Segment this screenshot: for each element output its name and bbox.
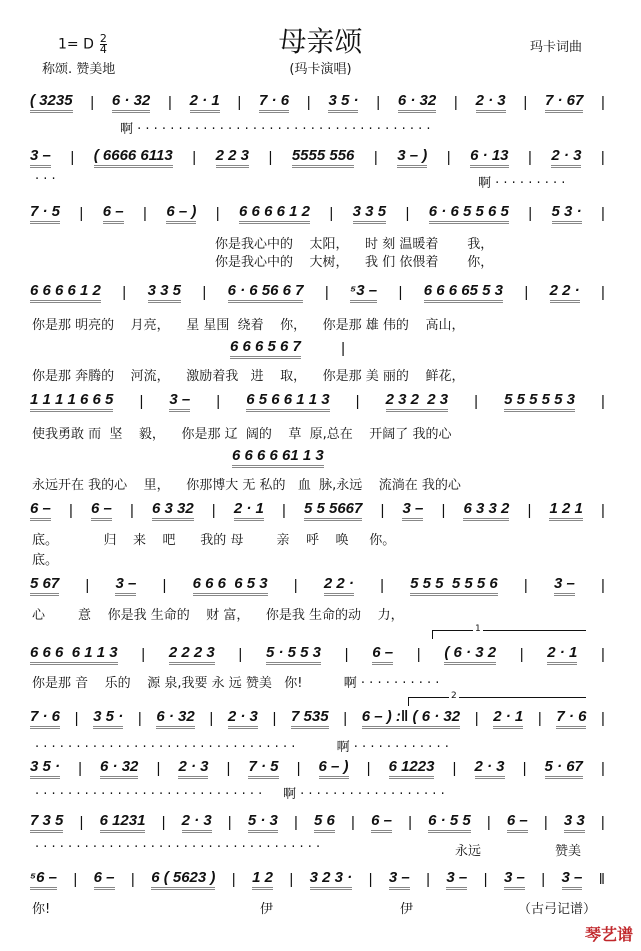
measure: 3 –: [169, 391, 190, 412]
lyric-line: 底。 归 来 吧 我的 母 亲 呼 唤 你。: [32, 533, 396, 548]
lyric-line: 你是那 明亮的 月亮， 星 星围 绕着 你， 你是那 雄 伟的 高山，: [32, 318, 465, 333]
measure: 3 –: [554, 575, 575, 596]
notation-row: [30, 282, 605, 302]
bar-line: |: [289, 870, 294, 888]
song-title: 母亲颂: [278, 25, 363, 58]
measure: 6 · 32: [112, 92, 150, 113]
bar-line: |: [351, 813, 355, 831]
notation-row: [30, 147, 605, 167]
bar-line: |: [523, 576, 528, 594]
bar-line: |: [380, 501, 385, 519]
bar-line: |: [600, 759, 605, 777]
bar-line: |: [376, 93, 381, 111]
measure: 6 6 6 5 6 7: [230, 338, 301, 359]
bar-line: |: [519, 645, 524, 663]
bar-line: |: [79, 813, 84, 831]
measure: ⁵3 –: [350, 282, 377, 303]
volta-number: 2: [451, 691, 457, 701]
bar-line: |: [68, 501, 73, 519]
watermark-logo: 琴艺谱: [584, 925, 633, 944]
lyric-line: 你!: [32, 902, 51, 917]
measure: 7 · 67: [545, 92, 583, 113]
lyric-line: · · · · · · · · · · · · · · · · · · · · · · · · · · · · · · · · 啊 · · · · · · · · · · · ·: [35, 740, 449, 755]
bar-line: |: [129, 501, 134, 519]
measure: ⁵6 –: [30, 869, 57, 890]
performer: (玛卡演唱): [289, 62, 352, 77]
bar-line: |: [452, 759, 457, 777]
measure: 7 · 6: [259, 92, 289, 113]
key-signature: [58, 34, 107, 55]
measure: 2 2 ·: [550, 282, 580, 303]
measure: 6 3 3 2: [463, 500, 509, 521]
lyric-line: 啊 · · · · · · · · ·: [478, 176, 566, 191]
lyric-line: 使我勇敢 而 坚 毅， 你是那 辽 阔的 草 原,总在 开阔了 我的心: [32, 427, 452, 442]
measure: 2 2 2 3: [169, 644, 215, 665]
bar-line: |: [344, 645, 349, 663]
measure: 6 1231: [100, 812, 146, 833]
measure: 3 3: [564, 812, 585, 833]
notation-row: [30, 391, 605, 411]
lyric-line: 你是我心中的 大树， 我 们 依偎着 你，: [215, 255, 494, 270]
notation-row: [230, 338, 345, 358]
bar-line: |: [380, 576, 384, 594]
bar-line: |: [130, 870, 135, 888]
measure: 7 · 6: [30, 708, 60, 729]
measure: 6 6 6 6 1 1 3: [30, 644, 118, 665]
bar-line: |: [122, 283, 127, 301]
bar-line: |: [416, 645, 421, 663]
notation-row: [232, 447, 362, 467]
measure: 2 · 3: [228, 708, 258, 729]
measure: 2 · 3: [476, 92, 506, 113]
lyric-line: 啊 · · · · · · · · · · · · · · · · · · · · · · · · · · · · · · · · · · · ·: [120, 122, 431, 137]
bar-line: |: [528, 148, 532, 166]
bar-line: |: [601, 709, 605, 727]
lyric-line: · · · · · · · · · · · · · · · · · · · · · · · · · · · · 啊 · · · · · · · · · · · · · · · · · ·: [35, 787, 445, 802]
bar-line: |: [209, 709, 214, 727]
measure: 2 2 ·: [324, 575, 354, 596]
measure: 6 6 6 6 5 3: [193, 575, 268, 596]
bar-line: |: [227, 813, 232, 831]
lyric-line: 永远开在 我的心 里， 你那博大 无 私的 血 脉,永远 流淌在 我的心: [32, 478, 461, 493]
measure: 3 –: [402, 500, 423, 521]
bar-line: |: [141, 645, 146, 663]
bar-line: |: [168, 93, 172, 111]
bar-line: |: [162, 576, 167, 594]
measure: 7 · 5: [30, 203, 60, 224]
measure: 6 –: [103, 203, 124, 224]
bar-line: |: [78, 759, 82, 777]
bar-line: |: [296, 759, 301, 777]
lyric-line: · · ·: [35, 172, 56, 187]
bar-line: |: [268, 148, 273, 166]
bar-line: |: [446, 148, 451, 166]
measure: 5 · 67: [545, 758, 583, 779]
measure: 5 5 5 5 5 5 6: [410, 575, 498, 596]
measure: 6 6 6 6 1 2: [30, 282, 101, 303]
measure: ( 6666 6113: [94, 147, 173, 168]
lyric-line: · · · · · · · · · · · · · · · · · · · · · · · · · · · · · · · · · · ·: [35, 840, 321, 855]
bar-line: |: [137, 709, 142, 727]
bar-line: |: [601, 283, 605, 301]
bar-line: |: [90, 93, 95, 111]
measure: 2 · 3: [551, 147, 581, 168]
measure: 6 1223: [389, 758, 435, 779]
bar-line: |: [426, 870, 431, 888]
measure: 6 · 32: [100, 758, 138, 779]
measure: 6 · 13: [470, 147, 508, 168]
measure: 6 · 6 56 6 7: [228, 282, 304, 303]
lyric-line: 赞美: [555, 844, 582, 859]
lyric-line: 伊: [260, 902, 274, 917]
measure: 3 5 ·: [93, 708, 123, 729]
measure: 5 6: [314, 812, 335, 833]
bar-line: |: [238, 645, 243, 663]
measure: 6 · 32: [398, 92, 436, 113]
measure: 3 –: [446, 869, 467, 890]
measure: 2 · 1: [190, 92, 220, 113]
bar-line: |: [343, 709, 348, 727]
measure: 6 · 5 5: [428, 812, 471, 833]
bar-line: |: [373, 148, 378, 166]
measure: 3 2 3 ·: [310, 869, 353, 890]
bar-line: |: [202, 283, 207, 301]
transcriber-credit: （古弓记谱）: [518, 902, 597, 917]
bar-line: |: [537, 709, 542, 727]
bar-line: |: [329, 204, 334, 222]
bar-line: |: [211, 501, 216, 519]
bar-line: |: [293, 576, 298, 594]
bar-line: |: [600, 148, 605, 166]
notation-row: [30, 708, 605, 728]
bar-line: |: [215, 204, 220, 222]
measure: 3 3 5: [148, 282, 181, 303]
bar-line: |: [522, 759, 527, 777]
bar-line: |: [79, 204, 84, 222]
measure: 3 –: [504, 869, 525, 890]
bar-line: |: [474, 392, 479, 410]
measure: 2 2 3: [216, 147, 249, 168]
notation-row: [30, 644, 605, 664]
lyric-line: 你是那 奔腾的 河流， 激励着我 进 取， 你是那 美 丽的 鲜花，: [32, 369, 465, 384]
measure: 3 5 ·: [30, 758, 60, 779]
bar-line: |: [306, 93, 311, 111]
bar-line: |: [143, 204, 147, 222]
measure: 3 –: [30, 147, 51, 168]
bar-line: |: [601, 576, 605, 594]
bar-line: |: [216, 392, 221, 410]
measure: 6 – ): [166, 203, 196, 224]
measure: 2 · 3: [178, 758, 208, 779]
measure: 6 –: [507, 812, 528, 833]
author: 玛卡词曲: [530, 40, 583, 55]
measure: 3 –: [562, 869, 583, 890]
bar-line: |: [281, 501, 286, 519]
bar-line: |: [161, 813, 166, 831]
notation-row: [30, 203, 605, 223]
measure: 6 6 6 6 61 1 3: [232, 447, 324, 468]
bar-line: |: [600, 813, 605, 831]
measure: 5555 556: [292, 147, 355, 168]
bar-line: |: [366, 759, 371, 777]
bar-line: |: [324, 283, 329, 301]
lyric-line: 伊: [400, 902, 414, 917]
bar-line: |: [523, 93, 528, 111]
bar-line: |: [483, 870, 488, 888]
measure: 3 –: [389, 869, 410, 890]
bar-line: |: [294, 813, 298, 831]
volta-bracket-2: [408, 691, 586, 706]
volta-bracket-1: [432, 624, 586, 639]
lyric-line: 心 意 你是我 生命的 财 富， 你是我 生命的动 力，: [32, 608, 404, 623]
measure: 5 5 5667: [304, 500, 362, 521]
time-signature: [100, 34, 107, 55]
measure: 6 5 6 6 1 1 3: [246, 391, 329, 412]
measure: 6 ( 5623 ): [151, 869, 215, 890]
bar-line: |: [528, 204, 533, 222]
notation-row: [30, 869, 605, 889]
bar-line: |: [156, 759, 161, 777]
measure: 7 · 6: [556, 708, 586, 729]
measure: 3 – ): [397, 147, 427, 168]
measure: 1 2 1: [549, 500, 582, 521]
bar-line: |: [74, 709, 79, 727]
measure: 5 · 3: [248, 812, 278, 833]
bar-line: |: [486, 813, 491, 831]
measure: 1 2: [252, 869, 273, 890]
bar-line: ‖: [598, 870, 605, 888]
measure: 5 3 ·: [552, 203, 582, 224]
bar-line: |: [600, 645, 605, 663]
key: 1= D: [58, 36, 94, 53]
bar-line: |: [139, 392, 144, 410]
bar-line: |: [543, 813, 548, 831]
measure: 2 · 1: [234, 500, 264, 521]
volta-number: 1: [475, 624, 481, 634]
bar-line: |: [355, 392, 360, 410]
measure: 6 –: [30, 500, 51, 521]
time-bottom: 4: [99, 43, 107, 56]
measure: ( 3235: [30, 92, 73, 113]
bar-line: |: [85, 576, 90, 594]
notation-row: [30, 92, 605, 112]
lyric-line: 你是那 音 乐的 源 泉,我要 永 远 赞美 你! 啊 · · · · · · · · · ·: [32, 676, 440, 691]
bar-line: |: [192, 148, 197, 166]
notation-row: [30, 812, 605, 832]
measure: 1 1 1 1 6 6 5: [30, 391, 113, 412]
bar-line: |: [368, 870, 373, 888]
measure: 6 – ) :‖ ( 6 · 32: [362, 708, 460, 729]
bar-line: |: [408, 813, 412, 831]
bar-line: |: [237, 93, 242, 111]
measure: 6 –: [91, 500, 112, 521]
bar-line: |: [541, 870, 546, 888]
measure: 3 5 ·: [328, 92, 358, 113]
bar-line: |: [70, 148, 75, 166]
notation-row: [30, 500, 605, 520]
notation-row: [30, 758, 605, 778]
bar-line: |: [453, 93, 458, 111]
measure: 2 · 1: [547, 644, 577, 665]
bar-line: |: [600, 501, 605, 519]
bar-line: |: [527, 501, 532, 519]
measure: 2 · 3: [475, 758, 505, 779]
measure: 6 6 6 65 5 3: [424, 282, 503, 303]
lyric-line: 永远: [455, 844, 482, 859]
measure: 2 · 3: [182, 812, 212, 833]
measure: 7 535: [291, 708, 329, 729]
bar-line: |: [601, 392, 605, 410]
measure: 6 –: [371, 812, 392, 833]
bar-line: |: [398, 283, 403, 301]
measure: 6 –: [94, 869, 115, 890]
measure: 6 3 32: [152, 500, 194, 521]
bar-line: |: [73, 870, 78, 888]
bar-line: |: [231, 870, 236, 888]
bar-line: |: [341, 339, 345, 357]
measure: 7 3 5: [30, 812, 63, 833]
measure: 3 –: [115, 575, 136, 596]
bar-line: |: [474, 709, 479, 727]
lyric-line: 底。: [32, 553, 59, 568]
expression-mark: 称颂. 赞美地: [42, 62, 116, 77]
bar-line: |: [601, 93, 605, 111]
measure: 6 · 32: [156, 708, 194, 729]
measure: 2 3 2 2 3: [386, 391, 449, 412]
measure: 5 · 5 5 3: [266, 644, 321, 665]
bar-line: |: [272, 709, 277, 727]
measure: 5 5 5 5 5 3: [504, 391, 575, 412]
time-top: 2: [99, 32, 107, 45]
notation-row: [30, 575, 605, 595]
measure: 6 –: [372, 644, 393, 665]
bar-line: |: [524, 283, 529, 301]
measure: 6 6 6 6 1 2: [239, 203, 310, 224]
measure: ( 6 · 3 2: [444, 644, 496, 665]
measure: 5 67: [30, 575, 59, 596]
bar-line: |: [600, 204, 605, 222]
measure: 6 · 6 5 5 6 5: [429, 203, 509, 224]
lyric-line: 你是我心中的 太阳， 时 刻 温暖着 我，: [215, 237, 494, 252]
measure: 6 – ): [319, 758, 349, 779]
bar-line: |: [405, 204, 410, 222]
measure: 3 3 5: [353, 203, 386, 224]
bar-line: |: [226, 759, 231, 777]
bar-line: |: [441, 501, 446, 519]
measure: 2 · 1: [493, 708, 523, 729]
measure: 7 · 5: [248, 758, 278, 779]
